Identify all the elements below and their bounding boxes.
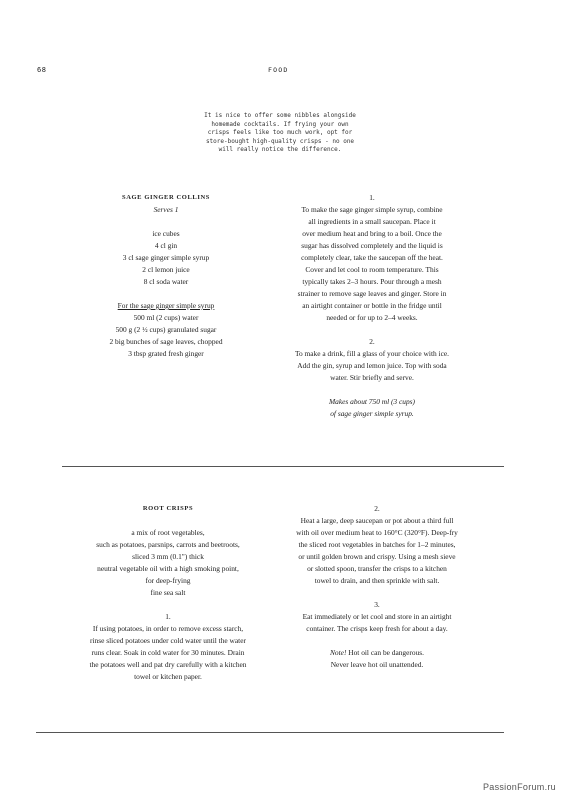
step-line: or until golden brown and crispy. Using a mesh sieve — [298, 552, 456, 561]
ingredient: 2 big bunches of sage leaves, chopped — [109, 337, 223, 346]
note-label: Note! — [329, 648, 347, 657]
ingredient: 3 cl sage ginger simple syrup — [122, 253, 210, 262]
ingredient: 500 ml (2 cups) water — [133, 313, 199, 322]
step-line: towel to drain, and then sprinkle with salt. — [314, 576, 440, 585]
ingredient: 8 cl soda water — [143, 277, 189, 286]
step-line: all ingredients in a small saucepan. Place it — [308, 217, 436, 226]
step-line: typically takes 2–3 hours. Pour through a mesh — [302, 277, 442, 286]
step-line: sugar has dissolved completely and the liquid is — [301, 241, 443, 250]
ingredient: sliced 3 mm (0.1") thick — [132, 552, 204, 561]
step-line: To make a drink, fill a glass of your choice with ice. — [294, 349, 450, 358]
intro-line: It is nice to offer some nibbles alongside — [204, 112, 356, 119]
step-line: an airtight container or bottle in the fridge until — [302, 301, 442, 310]
step-line: needed or for up to 2–4 weeks. — [326, 313, 418, 322]
sage-method-column — [264, 192, 480, 420]
ingredient: 3 tbsp grated fresh ginger — [128, 349, 204, 358]
step-line: the potatoes well and pat dry carefully with a kitchen — [89, 660, 247, 669]
recipe-title: SAGE GINGER COLLINS — [122, 194, 210, 201]
step-line: Add the gin, syrup and lemon juice. Top with soda — [297, 361, 447, 370]
step-number: 3. — [374, 600, 380, 609]
serves-label: Serves 1 — [153, 205, 179, 214]
ingredient: a mix of root vegetables, — [131, 528, 205, 537]
step-line: Cover and let cool to room temperature. This — [305, 265, 439, 274]
step-number: 1. — [165, 612, 171, 621]
step-number: 1. — [369, 193, 375, 202]
step-line: with oil over medium heat to 160°C (320°F). Deep-fry — [296, 528, 458, 537]
step-line: over medium heat and bring to a boil. Once the — [302, 229, 442, 238]
syrup-heading: For the sage ginger simple syrup — [117, 301, 215, 310]
note-line: Never leave hot oil unattended. — [330, 660, 424, 669]
step-line: runs clear. Soak in cold water for 30 minutes. Drain — [91, 648, 245, 657]
ingredient: neutral vegetable oil with a high smoking point, — [97, 564, 239, 573]
step-line: container. The crisps keep fresh for about a day. — [306, 624, 448, 633]
step-number: 2. — [374, 504, 380, 513]
intro-line: store-bought high-quality crisps - no one — [205, 137, 355, 145]
watermark: PassionForum.ru — [482, 782, 556, 792]
step-line: Eat immediately or let cool and store in an airtight — [302, 612, 452, 621]
page-number: 68 — [37, 66, 47, 74]
intro-text — [180, 112, 380, 155]
section-title: FOOD — [268, 66, 289, 74]
step-line: If using potatoes, in order to remove excess starch, — [92, 624, 244, 633]
ingredient: ice cubes — [152, 229, 180, 238]
bottom-divider — [36, 732, 504, 733]
crisps-left-column — [62, 503, 274, 683]
yield-line: Makes about 750 ml (3 cups) — [328, 397, 415, 406]
step-line: the sliced root vegetables in batches for 1–2 minutes, — [298, 540, 456, 549]
section-divider — [62, 466, 504, 467]
intro-line: crisps feels like too much work, opt for — [207, 129, 353, 137]
step-line: towel or kitchen paper. — [134, 672, 202, 681]
step-line: completely clear, take the saucepan off the heat. — [301, 253, 443, 262]
crisps-right-column — [274, 503, 480, 671]
note-text: Hot oil can be dangerous. — [346, 648, 424, 657]
step-line: water. Stir briefly and serve. — [330, 373, 414, 382]
yield-line: of sage ginger simple syrup. — [330, 409, 414, 418]
ingredient: fine sea salt — [150, 588, 186, 597]
note-line — [274, 647, 480, 659]
ingredient: for deep-frying — [145, 576, 191, 585]
step-line: strainer to remove sage leaves and ginger. Store in — [297, 289, 447, 298]
step-line: Heat a large, deep saucepan or pot about a third full — [300, 516, 454, 525]
step-line: rinse sliced potatoes under cold water until the water — [90, 636, 246, 645]
intro-line: will really notice the difference. — [218, 146, 342, 154]
ingredient: 500 g (2 ½ cups) granulated sugar — [115, 325, 217, 334]
ingredient: 2 cl lemon juice — [142, 265, 190, 274]
step-line: or slotted spoon, transfer the crisps to a kitchen — [307, 564, 447, 573]
recipe-title: ROOT CRISPS — [142, 505, 194, 512]
ingredient: 4 cl gin — [154, 241, 178, 250]
step-number: 2. — [369, 337, 375, 346]
sage-ingredients-column — [70, 192, 262, 360]
ingredient: such as potatoes, parsnips, carrots and beetroots, — [96, 540, 240, 549]
step-line: To make the sage ginger simple syrup, combine — [301, 205, 443, 214]
intro-line: homemade cocktails. If frying your own — [211, 120, 349, 128]
